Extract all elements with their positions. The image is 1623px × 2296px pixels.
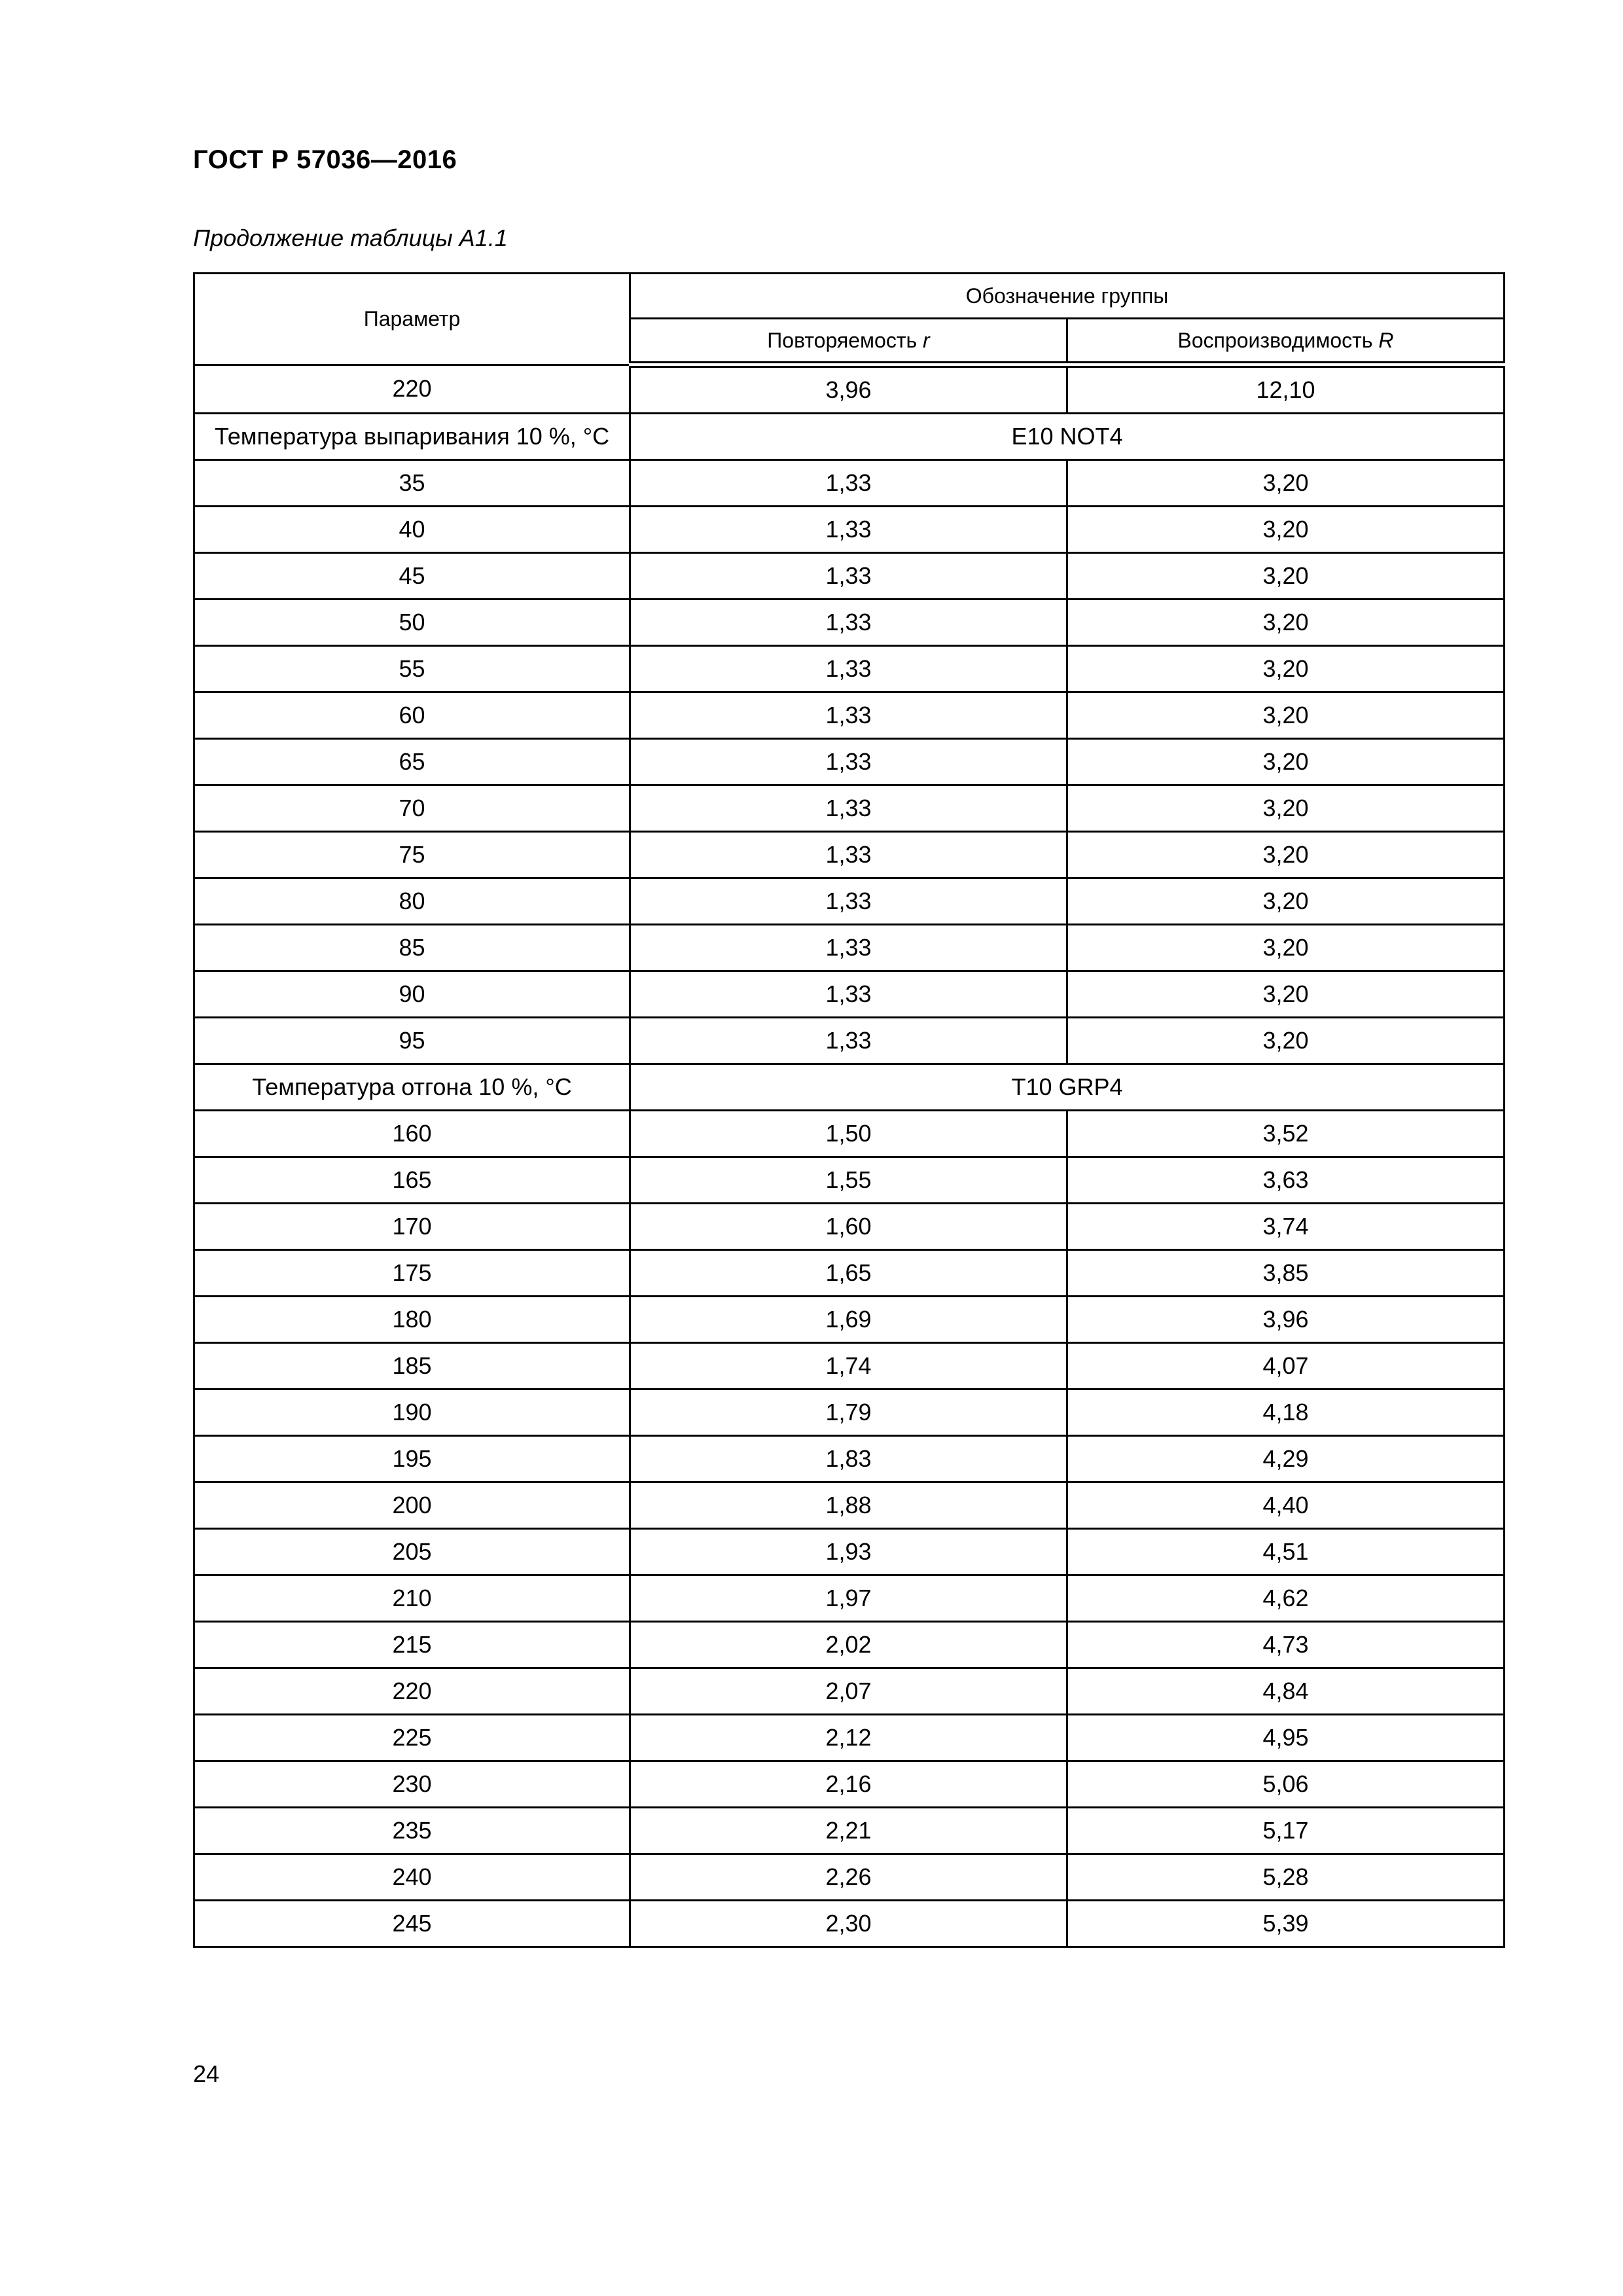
table-row <box>194 878 1505 925</box>
repeatability-cell: 1,88 <box>630 1482 1067 1529</box>
reproducibility-cell: 3,96 <box>1067 1297 1505 1343</box>
parameter-cell: 55 <box>194 646 630 692</box>
repeatability-cell: 1,79 <box>630 1390 1067 1436</box>
repeatability-cell: 2,16 <box>630 1761 1067 1808</box>
parameter-cell: 95 <box>194 1018 630 1064</box>
repeatability-cell: 1,33 <box>630 925 1067 971</box>
parameter-cell: 205 <box>194 1529 630 1575</box>
table-row <box>194 1668 1505 1715</box>
table-row <box>194 600 1505 646</box>
parameter-cell: 80 <box>194 878 630 925</box>
repeatability-cell: 1,69 <box>630 1297 1067 1343</box>
parameter-cell: 185 <box>194 1343 630 1390</box>
reproducibility-cell: 4,62 <box>1067 1575 1505 1622</box>
repeatability-cell: 1,33 <box>630 646 1067 692</box>
repeatability-cell: 1,33 <box>630 832 1067 878</box>
header-repeatability <box>630 319 1067 365</box>
repeatability-cell: 1,93 <box>630 1529 1067 1575</box>
table-caption: Продолжение таблицы А1.1 <box>193 224 508 251</box>
parameter-cell: 160 <box>194 1111 630 1157</box>
reproducibility-cell: 4,95 <box>1067 1715 1505 1761</box>
parameter-cell: 70 <box>194 785 630 832</box>
repeatability-cell: 1,83 <box>630 1436 1067 1482</box>
parameter-cell: 235 <box>194 1808 630 1854</box>
repeatability-cell: 1,55 <box>630 1157 1067 1204</box>
reproducibility-cell: 3,20 <box>1067 971 1505 1018</box>
parameter-cell: 75 <box>194 832 630 878</box>
repeatability-cell: 1,33 <box>630 507 1067 553</box>
reproducibility-cell: 3,20 <box>1067 507 1505 553</box>
repeatability-cell: 1,33 <box>630 739 1067 785</box>
table-row <box>194 832 1505 878</box>
header-reproducibility-label: Воспроизводимость <box>1177 328 1379 352</box>
header-group-designation: Обозначение группы <box>630 274 1505 319</box>
reproducibility-cell: 4,73 <box>1067 1622 1505 1668</box>
parameter-cell: 165 <box>194 1157 630 1204</box>
reproducibility-cell: 3,20 <box>1067 460 1505 507</box>
reproducibility-cell: 3,20 <box>1067 878 1505 925</box>
group-parameter-cell: Температура выпаривания 10 %, °C <box>194 414 630 460</box>
repeatability-cell: 2,02 <box>630 1622 1067 1668</box>
table-row <box>194 1854 1505 1901</box>
reproducibility-cell: 5,28 <box>1067 1854 1505 1901</box>
parameter-cell: 230 <box>194 1761 630 1808</box>
document-title: ГОСТ Р 57036—2016 <box>193 145 457 174</box>
repeatability-cell: 1,33 <box>630 971 1067 1018</box>
table-body <box>194 365 1505 1947</box>
table-row <box>194 1250 1505 1297</box>
table-row <box>194 1715 1505 1761</box>
reproducibility-cell: 3,20 <box>1067 925 1505 971</box>
reproducibility-cell: 5,39 <box>1067 1901 1505 1947</box>
table-row <box>194 1482 1505 1529</box>
parameter-cell: 225 <box>194 1715 630 1761</box>
parameter-cell: 190 <box>194 1390 630 1436</box>
table-row <box>194 1901 1505 1947</box>
reproducibility-cell: 3,20 <box>1067 553 1505 600</box>
parameter-cell: 65 <box>194 739 630 785</box>
header-reproducibility-symbol: R <box>1378 328 1394 352</box>
reproducibility-cell: 4,51 <box>1067 1529 1505 1575</box>
table-row <box>194 1111 1505 1157</box>
table-row <box>194 1297 1505 1343</box>
reproducibility-cell: 3,20 <box>1067 739 1505 785</box>
table-row <box>194 692 1505 739</box>
table-row <box>194 646 1505 692</box>
repeatability-cell: 1,65 <box>630 1250 1067 1297</box>
group-row <box>194 1064 1505 1111</box>
repeatability-cell: 1,33 <box>630 600 1067 646</box>
repeatability-cell: 1,33 <box>630 553 1067 600</box>
repeatability-cell: 2,21 <box>630 1808 1067 1854</box>
precision-table <box>193 272 1505 1948</box>
parameter-cell: 215 <box>194 1622 630 1668</box>
parameter-cell: 90 <box>194 971 630 1018</box>
table-row <box>194 1157 1505 1204</box>
parameter-cell: 40 <box>194 507 630 553</box>
table-row <box>194 365 1505 414</box>
parameter-cell: 170 <box>194 1204 630 1250</box>
reproducibility-cell: 5,17 <box>1067 1808 1505 1854</box>
reproducibility-cell: 3,74 <box>1067 1204 1505 1250</box>
repeatability-cell: 2,12 <box>630 1715 1067 1761</box>
reproducibility-cell: 3,20 <box>1067 692 1505 739</box>
parameter-cell: 245 <box>194 1901 630 1947</box>
table-row <box>194 1575 1505 1622</box>
reproducibility-cell: 3,63 <box>1067 1157 1505 1204</box>
parameter-cell: 35 <box>194 460 630 507</box>
repeatability-cell: 1,97 <box>630 1575 1067 1622</box>
group-row <box>194 414 1505 460</box>
reproducibility-cell: 3,20 <box>1067 832 1505 878</box>
header-parameter: Параметр <box>194 274 630 365</box>
table-row <box>194 1808 1505 1854</box>
repeatability-cell: 1,33 <box>630 1018 1067 1064</box>
table-row <box>194 1622 1505 1668</box>
table-row <box>194 1018 1505 1064</box>
parameter-cell: 175 <box>194 1250 630 1297</box>
page-number: 24 <box>193 2060 220 2087</box>
table-row <box>194 1761 1505 1808</box>
repeatability-cell: 1,50 <box>630 1111 1067 1157</box>
table-row <box>194 1436 1505 1482</box>
table-row <box>194 1529 1505 1575</box>
group-parameter-cell: Температура отгона 10 %, °C <box>194 1064 630 1111</box>
parameter-cell: 195 <box>194 1436 630 1482</box>
reproducibility-cell: 3,20 <box>1067 646 1505 692</box>
table-row <box>194 739 1505 785</box>
reproducibility-cell: 5,06 <box>1067 1761 1505 1808</box>
repeatability-cell: 3,96 <box>630 365 1067 414</box>
header-reproducibility <box>1067 319 1505 365</box>
reproducibility-cell: 12,10 <box>1067 365 1505 414</box>
group-designation-cell: E10 NOT4 <box>630 414 1505 460</box>
reproducibility-cell: 3,85 <box>1067 1250 1505 1297</box>
parameter-cell: 210 <box>194 1575 630 1622</box>
table-row <box>194 925 1505 971</box>
table-row <box>194 460 1505 507</box>
group-designation-cell: T10 GRP4 <box>630 1064 1505 1111</box>
header-repeatability-symbol: r <box>923 328 930 352</box>
repeatability-cell: 2,26 <box>630 1854 1067 1901</box>
reproducibility-cell: 4,07 <box>1067 1343 1505 1390</box>
parameter-cell: 220 <box>194 1668 630 1715</box>
parameter-cell: 60 <box>194 692 630 739</box>
table-row <box>194 785 1505 832</box>
repeatability-cell: 2,07 <box>630 1668 1067 1715</box>
parameter-cell: 85 <box>194 925 630 971</box>
parameter-cell: 220 <box>194 365 630 414</box>
reproducibility-cell: 4,18 <box>1067 1390 1505 1436</box>
repeatability-cell: 2,30 <box>630 1901 1067 1947</box>
repeatability-cell: 1,33 <box>630 785 1067 832</box>
table-row <box>194 507 1505 553</box>
reproducibility-cell: 4,84 <box>1067 1668 1505 1715</box>
repeatability-cell: 1,33 <box>630 692 1067 739</box>
repeatability-cell: 1,74 <box>630 1343 1067 1390</box>
parameter-cell: 240 <box>194 1854 630 1901</box>
parameter-cell: 50 <box>194 600 630 646</box>
repeatability-cell: 1,33 <box>630 878 1067 925</box>
reproducibility-cell: 3,20 <box>1067 600 1505 646</box>
reproducibility-cell: 4,40 <box>1067 1482 1505 1529</box>
table-row <box>194 1204 1505 1250</box>
header-repeatability-label: Повторяемость <box>767 328 923 352</box>
reproducibility-cell: 3,52 <box>1067 1111 1505 1157</box>
table-row <box>194 971 1505 1018</box>
parameter-cell: 200 <box>194 1482 630 1529</box>
reproducibility-cell: 4,29 <box>1067 1436 1505 1482</box>
table-row <box>194 1390 1505 1436</box>
parameter-cell: 45 <box>194 553 630 600</box>
reproducibility-cell: 3,20 <box>1067 785 1505 832</box>
parameter-cell: 180 <box>194 1297 630 1343</box>
repeatability-cell: 1,60 <box>630 1204 1067 1250</box>
table-row <box>194 553 1505 600</box>
repeatability-cell: 1,33 <box>630 460 1067 507</box>
table-row <box>194 1343 1505 1390</box>
reproducibility-cell: 3,20 <box>1067 1018 1505 1064</box>
